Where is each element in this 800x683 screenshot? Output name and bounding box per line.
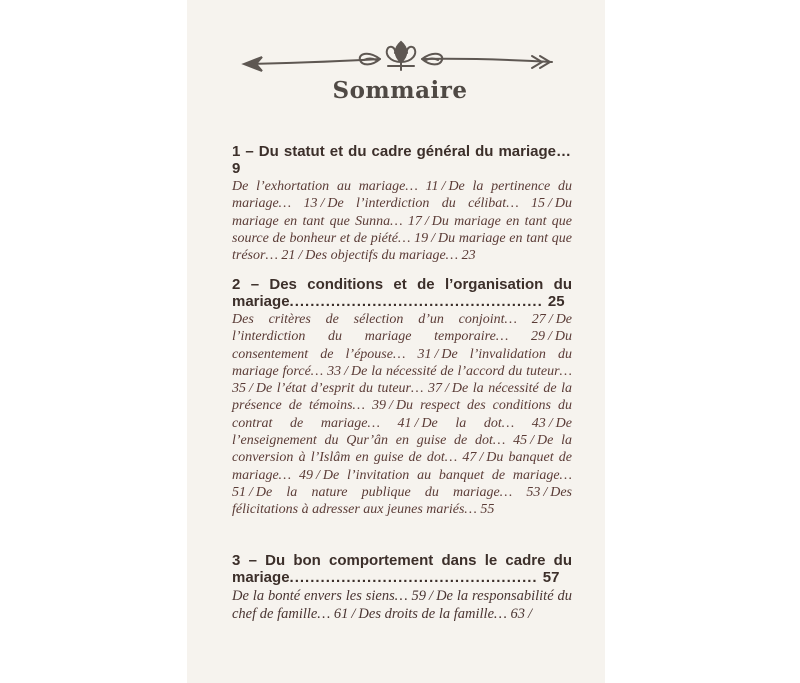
- item-text: De l’invitation au banquet de mariage…: [322, 467, 573, 483]
- item-text: De la nécessité de la présence de témoins…: [232, 381, 572, 414]
- item-page: 37: [428, 381, 443, 397]
- toc-section-3: [232, 552, 572, 623]
- page-title: Sommaire: [332, 77, 468, 104]
- item-text: Du mariage en tant que Sunna…: [232, 196, 573, 229]
- section-heading: 2 – Des conditions et de l’organisation du mariage................................................. 25: [232, 276, 572, 310]
- item-text: De l’interdiction du mariage temporaire…: [232, 312, 573, 345]
- item-page: 39: [372, 398, 387, 414]
- item-text: Du consentement de l’épouse…: [232, 329, 572, 362]
- item-page: 51: [232, 484, 246, 500]
- item-text: De la nécessité de l’accord du tuteur…: [351, 363, 572, 379]
- item-text: Du respect des conditions du contrat de mariage…: [232, 398, 573, 431]
- item-text: De l’enseignement du Qur’ân en guise de dot…: [232, 415, 572, 449]
- item-page: 47: [462, 450, 477, 466]
- item-page: 27: [531, 312, 546, 327]
- item-text: De l’interdiction du célibat…: [327, 196, 519, 212]
- item-text: Du banquet de mariage…: [232, 450, 572, 483]
- item-text: De l’invalidation du mariage forcé…: [232, 346, 572, 379]
- item-page: 49: [298, 467, 313, 483]
- item-page: 55: [480, 502, 495, 518]
- heading-page: 9: [232, 160, 241, 177]
- item-page: 31: [417, 346, 432, 362]
- item-text: De l’état d’esprit du tuteur…: [255, 381, 424, 397]
- item-page: 61: [333, 606, 349, 622]
- section-heading: 1 – Du statut et du cadre général du mariage… 9: [232, 143, 572, 177]
- section-items: De l’exhortation au mariage… 11 / De la pertinence du mariage… 13 / De l’interdiction du célibat… 15 / Du mariage en tant que Sunna… 17 / Du mariage en tant que source de bonheur et de piété… 19 / Du mariage en tant que trésor… 21 / Des objectifs du mariage… 23: [232, 179, 573, 264]
- item-text: De la responsabilité du chef de famille…: [232, 588, 573, 622]
- item-page: 35: [232, 381, 246, 397]
- item-page: 43: [531, 415, 546, 431]
- item-text: De la bonté envers les siens…: [232, 588, 408, 604]
- section-items: De la bonté envers les siens… 59 / De la responsabilité du chef de famille… 61 / Des droits de la famille… 63 /: [232, 588, 573, 622]
- item-page: 17: [407, 213, 422, 229]
- item-text: De la pertinence du mariage…: [232, 179, 573, 212]
- item-text: Des félicitations à adresser aux jeunes mariés…: [232, 484, 572, 518]
- item-text: De la dot…: [421, 415, 515, 431]
- heading-text: 2 – Des conditions et de l’organisation du mariage: [232, 276, 572, 310]
- toc-section-2: [232, 276, 572, 519]
- item-text: De la nature publique du mariage…: [255, 484, 513, 500]
- item-page: 45: [513, 433, 528, 449]
- heading-text: 1 – Du statut et du cadre général du mariage: [232, 143, 556, 160]
- item-page: 29: [530, 329, 545, 345]
- item-text: Des critères de sélection d’un conjoint…: [232, 312, 517, 327]
- item-page: 63: [510, 606, 526, 622]
- section-items: Des critères de sélection d’un conjoint… 27 / De l’interdiction du mariage temporaire… 29 / Du consentement de l’épouse… 31 / De l’invalidation du mariage forcé… 33 / De la nécessité de l’accord du tuteur… 35 / De l’état d’esprit du tuteur… 37 / De la nécessité de la présence de témoins… 39 / Du respect des conditions du contrat de mariage… 41 / De la dot… 43 / De l’enseignement du Qur’ân en guise de dot… 45 / De la conversion à l’Islâm en guise de dot… 47 / Du banquet de mariage… 49 / De l’invitation au banquet de mariage… 51 / De la nature publique du mariage… 53 / Des félicitations à adresser aux jeunes mariés… 55: [232, 312, 573, 518]
- item-text: De l’exhortation au mariage…: [232, 179, 418, 194]
- decorative-arrow-ornament: [240, 36, 562, 76]
- item-page: 11: [425, 179, 439, 194]
- heading-page: 57: [542, 569, 560, 586]
- item-page: 41: [397, 415, 412, 431]
- item-text: Des objectifs du mariage…: [305, 248, 459, 264]
- item-text: Des droits de la famille…: [358, 606, 507, 622]
- item-page: 53: [526, 484, 541, 500]
- item-text: De la conversion à l’Islâm en guise de dot…: [232, 433, 573, 466]
- item-page: 23: [461, 248, 476, 264]
- item-page: 59: [411, 588, 427, 604]
- item-page: 13: [303, 196, 318, 212]
- item-page: 19: [414, 230, 429, 246]
- toc-section-1: [232, 143, 572, 264]
- item-page: 21: [281, 248, 296, 264]
- item-text: Du mariage en tant que trésor…: [232, 230, 572, 264]
- item-page: 15: [531, 196, 546, 212]
- item-page: 33: [327, 363, 342, 379]
- section-heading: 3 – Du bon comportement dans le cadre du mariage................................................ 57: [232, 552, 572, 586]
- heading-text: 3 – Du bon comportement dans le cadre du mariage: [232, 552, 572, 586]
- heading-page: 25: [547, 293, 565, 310]
- item-text: Du mariage en tant que source de bonheur et de piété…: [232, 213, 572, 246]
